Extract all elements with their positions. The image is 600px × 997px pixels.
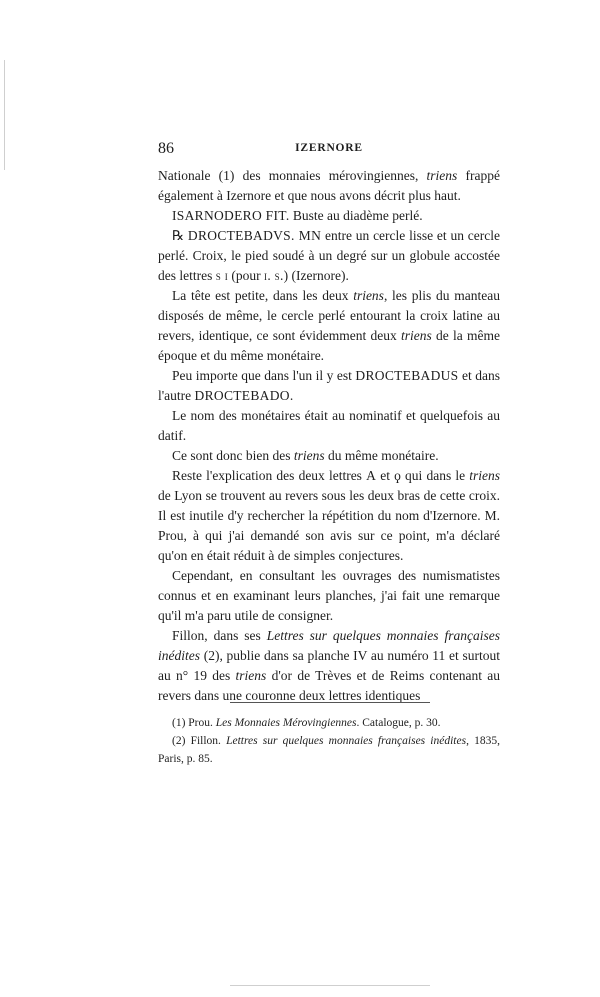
footnote-1: (1) Prou. Les Monnaies Mérovingiennes. Catalogue, p. 30. [172,717,441,729]
paragraph-7: Ce sont donc bien des triens du même monétaire. [172,448,439,463]
footnote-separator [230,702,430,703]
paragraph-10: Fillon, dans ses Lettres sur quelques monnaies françaises inédites (2), publie dans sa planche IV au numéro 11 et surtout au n° 19 des triens d'or de Trèves et de Reims contenant au revers dans une couronne deux lettres identiques [158,628,501,703]
paragraph-3: ℞ DROCTEBADVS. MN entre un cercle lisse et un cercle perlé. Croix, le pied soudé à un degré sur un globule accostée des lettres s i (pour i. s.) (Izernore). [158,228,501,283]
paragraph-9: Cependant, en consultant les ouvrages des numismatistes connus et en examinant leurs planches, j'ai fait une remarque qu'il m'a paru utile de consigner. [158,568,500,623]
page-number: 86 [158,140,174,157]
footnotes [158,714,500,768]
paragraph-6: Le nom des monétaires était au nominatif et quelquefois au datif. [158,408,500,443]
paragraph-5: Peu importe que dans l'un il y est DROCTEBADUS et dans l'autre DROCTEBADO. [158,368,500,403]
scan-mark-left [4,60,5,170]
paragraph-8: Reste l'explication des deux lettres A et ϙ qui dans le triens de Lyon se trouvent au revers sous les deux bras de cette croix. Il est inutile d'y rechercher la répétition du nom d'Izernore. M. Prou, à qui j'ai demandé son avis sur ce point, m'a déclaré qu'on en était réduit à de simples conjectures. [158,468,500,563]
page-header [158,140,500,160]
body-text [158,166,500,706]
paragraph-2: ISARNODERO FIT. Buste au diadème perlé. [172,208,423,223]
paragraph-4: La tête est petite, dans les deux triens, les plis du manteau disposés de même, le cercle perlé entourant la croix latine au revers, identique, ce sont évidemment deux triens de la même époque et du même monétaire. [158,288,500,363]
paragraph-1: Nationale (1) des monnaies mérovingiennes, triens frappé également à Izernore et que nous avons décrit plus haut. [158,168,500,203]
footnote-2: (2) Fillon. Lettres sur quelques monnaies françaises inédites, 1835, Paris, p. 85. [158,735,500,765]
running-title: IZERNORE [295,142,363,154]
scan-mark-bottom [230,985,430,986]
